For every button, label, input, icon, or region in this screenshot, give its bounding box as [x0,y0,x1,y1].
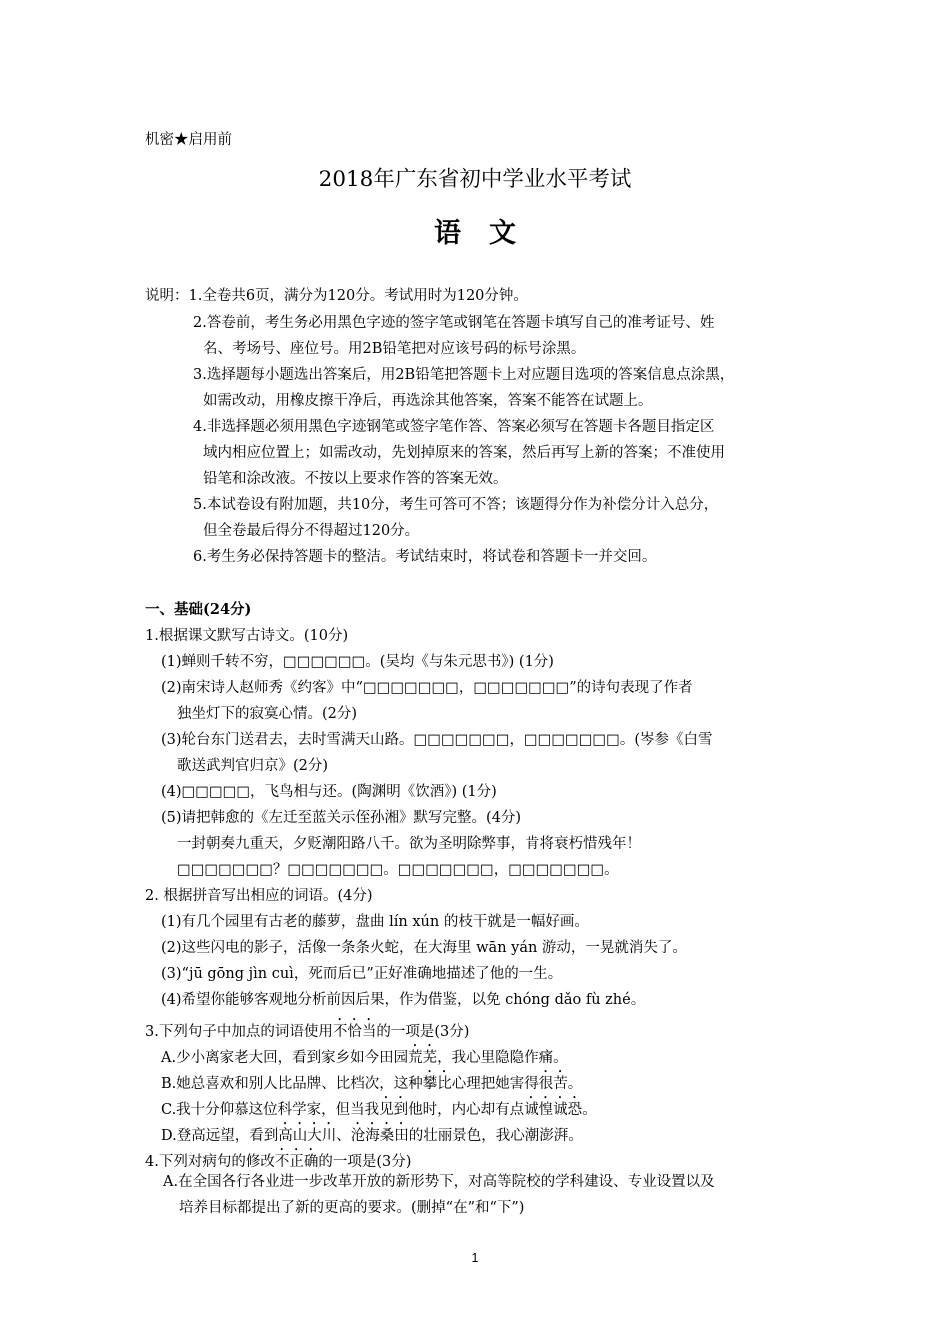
exam-title: 2018年广东省初中学业水平考试 [318,167,632,192]
instruction-line: 铅笔和涂改液。不按以上要求作答的答案无效。 [203,471,508,487]
question-item: (4)□□□□□，飞鸟相与还。(陶渊明《饮酒》) (1分) [161,784,497,800]
poem-blanks: □□□□□□□？□□□□□□□。□□□□□□□，□□□□□□□。 [177,862,619,878]
question-item: (3)“jū gōng jìn cuì，死而后已”正好准确地描述了他的一生。 [161,966,563,982]
option-a: A.少小离家老大回，看到家乡如今田园荒芜，我心里隐隐作痛。 [161,1050,568,1066]
question-stem: 2. 根据拼音写出相应的词语。(4分) [145,888,373,904]
page-number: 1 [471,1251,479,1265]
option-b: B.她总喜欢和别人比品牌、比档次，这种攀比心理把她害得很苦。 [161,1076,583,1092]
question-stem: 4.下列对病句的修改不正确的一项是(3分) [145,1154,412,1170]
question-item-cont: 独坐灯下的寂寞心情。(2分) [177,706,358,722]
poem-line: 一封朝奏九重天，夕贬潮阳路八千。欲为圣明除弊事，肯将衰朽惜残年！ [177,836,641,852]
question-item: (1)蝉则千转不穷，□□□□□□。(吴均《与朱元思书》) (1分) [161,654,554,670]
question-item: (1)有几个园里有古老的藤萝，盘曲 lín xún 的枝干就是一幅好画。 [161,914,589,930]
instruction-line: 说明：1.全卷共6页，满分为120分。考试用时为120分钟。 [145,288,528,304]
option-d: D.登高远望，看到高山大川、沧海桑田的壮丽景色，我心潮澎湃。 [161,1128,583,1144]
instruction-line: 2.答卷前，考生务必用黑色字迹的签字笔或钢笔在答题卡填写自己的准考证号、姓 [193,315,715,331]
question-item: (3)轮台东门送君去，去时雪满天山路。□□□□□□□，□□□□□□□。(岑参《白雪 [161,732,713,748]
instruction-line: 4.非选择题必须用黑色字迹钢笔或签字笔作答、答案必须写在答题卡各题目指定区 [193,419,715,435]
instruction-line: 5.本试卷设有附加题，共10分，考生可答可不答；该题得分作为补偿分计入总分， [193,497,719,513]
confidential-label: 机密★启用前 [145,132,232,148]
instruction-line: 名、考场号、座位号。用2B铅笔把对应该号码的标号涂黑。 [203,341,586,357]
option-a: A.在全国各行各业进一步改革开放的新形势下，对高等院校的学科建设、专业设置以及 [163,1174,715,1190]
question-item: (2)南宋诗人赵师秀《约客》中“□□□□□□□，□□□□□□□”的诗句表现了作者 [161,680,693,696]
instruction-line: 6.考生务必保持答题卡的整洁。考试结束时，将试卷和答题卡一并交回。 [193,549,657,565]
section-heading: 一、基础(24分) [145,601,252,618]
option-a-cont: 培养目标都提出了新的更高的要求。(删掉“在”和“下”) [179,1200,525,1216]
question-item: (4)希望你能够客观地分析前因后果，作为借鉴，以免 chóng dǎo fù zhé。 [161,992,646,1008]
question-stem: 3.下列句子中加点的词语使用不恰当的一项是(3分) [145,1024,470,1040]
instruction-line: 3.选择题每小题选出答案后，用2B铅笔把答题卡上对应题目选项的答案信息点涂黑， [193,367,735,383]
question-stem: 1.根据课文默写古诗文。(10分) [145,628,349,644]
subject-title: 语文 [434,218,544,249]
instruction-line: 域内相应位置上；如需改动，先划掉原来的答案，然后再写上新的答案；不准使用 [203,445,725,461]
option-c: C.我十分仰慕这位科学家，但当我见到他时，内心却有点诚惶诚恐。 [161,1102,597,1118]
instruction-line: 但全卷最后得分不得超过120分。 [203,523,420,539]
question-item: (2)这些闪电的影子，活像一条条火蛇，在大海里 wān yán 游动，一晃就消失了。 [161,940,687,956]
instruction-line: 如需改动，用橡皮擦干净后，再选涂其他答案，答案不能答在试题上。 [203,393,653,409]
question-item-cont: 歌送武判官归京》(2分) [177,758,329,774]
question-item: (5)请把韩愈的《左迁至蓝关示侄孙湘》默写完整。(4分) [161,810,522,826]
